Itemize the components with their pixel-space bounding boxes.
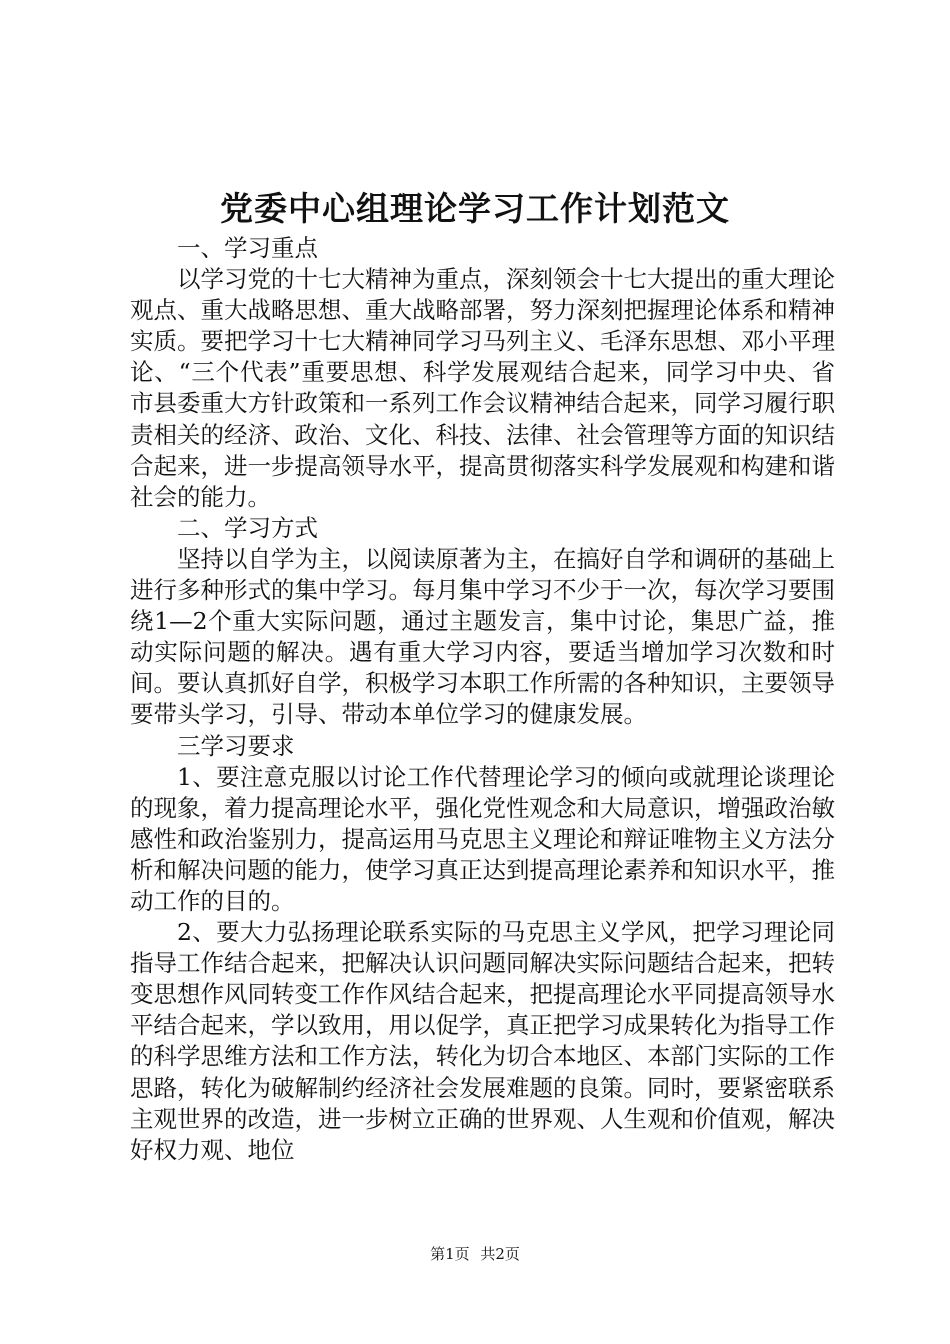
section-heading-1: 一、学习重点 bbox=[177, 234, 318, 262]
paragraph-4: 2、要大力弘扬理论联系实际的马克思主义学风，把学习理论同指导工作结合起来，把解决认识问题同解决实际问题结合起来，把转变思想作风同转变工作作风结合起来，把提高理论水平同提高领导水平结合起来，学以致用，用以促学，真正把学习成果转化为指导工作的科学思维方法和工作方法，转化为切合本地区、本部门实际的工作思路，转化为破解制约经济社会发展难题的良策。同时，要紧密联系主观世界的改造，进一步树立正确的世界观、人生观和价值观，解决好权力观、地位 bbox=[130, 918, 835, 1164]
section-heading-2: 二、学习方式 bbox=[177, 513, 318, 542]
paragraph-2: 坚持以自学为主，以阅读原著为主，在搞好自学和调研的基础上进行多种形式的集中学习。每月集中学习不少于一次，每次学习要围绕1—2个重大实际问题，通过主题发言，集中讨论，集思广益，推动实际问题的解决。遇有重大学习内容，要适当增加学习次数和时间。要认真抓好自学，积极学习本职工作所需的各种知识，主要领导要带头学习，引导、带动本单位学习的健康发展。 bbox=[130, 544, 835, 729]
page-total: 共2页 bbox=[480, 1245, 520, 1263]
document-body bbox=[130, 233, 835, 1166]
section-heading-3: 三学习要求 bbox=[177, 731, 295, 760]
document-title: 党委中心组理论学习工作计划范文 bbox=[220, 189, 730, 228]
paragraph-3: 1、要注意克服以讨论工作代替理论学习的倾向或就理论谈理论的现象，着力提高理论水平，强化党性观念和大局意识，增强政治敏感性和政治鉴别力，提高运用马克思主义理论和辩证唯物主义方法分析和解决问题的能力，使学习真正达到提高理论素养和知识水平，推动工作的目的。 bbox=[130, 762, 835, 915]
page-number: 第1页 bbox=[430, 1245, 470, 1263]
page-footer bbox=[0, 1243, 950, 1265]
paragraph-1: 以学习党的十七大精神为重点，深刻领会十七大提出的重大理论观点、重大战略思想、重大战略部署，努力深刻把握理论体系和精神实质。要把学习十七大精神同学习马列主义、毛泽东思想、邓小平理论、“三个代表”重要思想、科学发展观结合起来，同学习中央、省市县委重大方针政策和一系列工作会议精神结合起来，同学习履行职责相关的经济、政治、文化、科技、法律、社会管理等方面的知识结合起来，进一步提高领导水平，提高贯彻落实科学发展观和构建和谐社会的能力。 bbox=[130, 265, 835, 511]
